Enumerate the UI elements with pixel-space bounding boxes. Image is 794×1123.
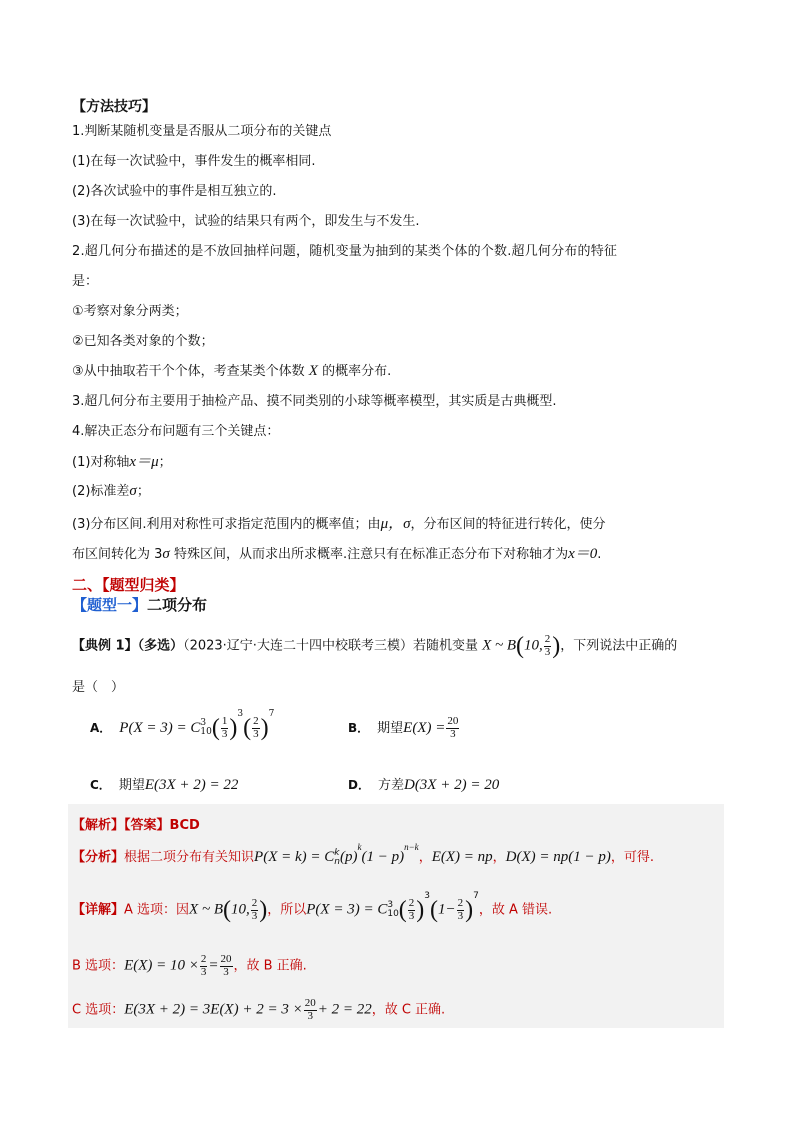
option-c-text: 期望 <box>118 778 145 793</box>
detail-a-fraction-2 <box>457 898 465 922</box>
method-point-1-2: (2)各次试验中的事件是相互独立的. <box>72 184 277 199</box>
separator: ， <box>492 850 506 865</box>
method-heading: 【方法技巧】 <box>72 99 156 115</box>
detail-a-exponent-2: 7 <box>473 891 479 902</box>
pmf-sub: n <box>334 856 340 867</box>
pmf-p-term: (p) <box>339 849 358 865</box>
left-paren: ( <box>223 897 231 924</box>
method-point-4-3-text-b: ，分布区间的特征进行转化，使分 <box>410 517 606 532</box>
pmf-formula: P(X = k) = C <box>254 849 335 865</box>
detail-a-expression: P(X = 3) = C <box>306 901 388 918</box>
fraction-denominator: 3 <box>251 909 258 922</box>
detail-b-text: B 选项： <box>72 958 125 974</box>
fraction-denominator: 3 <box>307 1009 313 1022</box>
fraction-numerator: 20 <box>220 953 232 965</box>
method-point-2-3-text-b: 的概率分布. <box>322 364 392 379</box>
answer-value: BCD <box>169 818 200 833</box>
equals-sign: = <box>208 957 219 974</box>
section-heading: 二、【题型归类】 <box>72 576 185 594</box>
answer-label: 【答案】 <box>124 818 170 833</box>
fraction-denominator: 3 <box>450 727 456 740</box>
pmf-sup: k <box>334 847 340 858</box>
pmf-exponent-n-k: n−k <box>404 841 419 852</box>
option-b-label: B． <box>348 721 370 736</box>
option-a-combination-indices <box>200 719 211 737</box>
fraction-denominator: 3 <box>221 727 228 740</box>
solution-answer-line <box>72 814 200 833</box>
pmf-q-term: (1 − p) <box>361 849 405 865</box>
example-question-after: ，下列说法中正确的 <box>560 638 678 654</box>
detail-a-sub: 10 <box>387 909 399 920</box>
option-b-fraction <box>446 716 459 740</box>
question-type-name: 二项分布 <box>147 596 208 614</box>
fraction-numerator: 2 <box>253 715 259 727</box>
method-point-4-1-text: (1)对称轴 <box>72 455 130 470</box>
fraction-denominator: 3 <box>544 645 551 658</box>
option-a-sup: 3 <box>200 718 207 729</box>
option-d <box>348 774 499 794</box>
option-d-text: 方差 <box>377 778 404 793</box>
detail-a-text: A 选项：因 <box>124 902 190 918</box>
pmf-exponent-k: k <box>357 841 362 852</box>
option-a-fraction-1 <box>221 716 229 740</box>
option-a-expression: P(X = 3) = C <box>119 720 201 737</box>
detail-a-fraction-1 <box>408 898 416 922</box>
detail-a-line <box>72 891 553 924</box>
method-point-2-3 <box>72 360 391 380</box>
method-point-4-3-text-d: 特殊区间，从而求出所求概率.注意只有在标准正态分布下对称轴才为 <box>169 547 569 562</box>
detail-c-fraction <box>304 998 317 1022</box>
paren-close: ) <box>416 897 425 924</box>
example-label: 【典例 1】 <box>72 638 138 654</box>
paren-open: ( <box>430 897 439 924</box>
fraction-numerator: 2 <box>408 897 415 909</box>
detail-a-combination-indices <box>387 901 398 919</box>
question-type-title <box>72 594 207 615</box>
option-c-expression: E(3X + 2) = 22 <box>144 777 239 793</box>
method-point-2-3-text-a: ③从中抽取若干个个体，考查某类个体数 <box>72 364 305 379</box>
detail-b-conclusion: ，故 B 正确. <box>233 958 307 974</box>
example-source: （2023·辽宁·大连二十四中校联考三模）若随机变量 <box>183 638 478 654</box>
fraction-numerator: 1 <box>221 715 228 727</box>
detail-c-expression: E(3X + 2) = 3E(X) + 2 = 3 × <box>124 1001 303 1018</box>
method-point-4-2-end: ； <box>136 484 150 499</box>
method-point-4-1 <box>72 450 172 471</box>
method-point-4-3 <box>72 512 606 533</box>
right-paren: ) <box>552 633 561 660</box>
fraction-denominator: 3 <box>223 965 229 978</box>
detail-c-line <box>72 998 445 1022</box>
binomial-n: 10, <box>524 637 543 654</box>
option-a-fraction-2 <box>252 716 260 740</box>
left-paren: ( <box>516 633 525 660</box>
option-d-expression: D(3X + 2) = 20 <box>403 777 500 793</box>
example-question-cont: 是（ ） <box>72 680 125 695</box>
detail-b-line <box>72 954 307 978</box>
analysis-end: ，可得. <box>610 850 655 865</box>
method-point-4-3-text-c: 布区间转化为 3 <box>72 547 163 562</box>
symmetry-axis-formula: x＝μ <box>129 454 159 470</box>
analysis-text: 根据二项分布有关知识 <box>124 850 255 865</box>
fraction-numerator: 20 <box>304 997 316 1009</box>
fraction-numerator: 2 <box>544 633 551 645</box>
fraction-denominator: 3 <box>408 909 415 922</box>
separator: ， <box>418 850 432 865</box>
detail-a-text-2: ，所以 <box>267 902 307 918</box>
detail-a-sup: 3 <box>387 900 394 911</box>
binomial-distribution: X ~ B <box>189 901 223 918</box>
method-point-2-1: ①考察对象分两类； <box>72 304 188 319</box>
sigma-symbol: σ <box>129 483 137 499</box>
method-point-4-3-cont <box>72 542 601 563</box>
example-tag: （多选） <box>137 638 184 654</box>
detail-a-conclusion: ，故 A 错误. <box>478 902 553 918</box>
paren-open: ( <box>211 715 220 742</box>
method-point-4-2 <box>72 480 150 500</box>
method-point-2-cont: 是： <box>72 274 99 289</box>
detail-a-exponent-1: 3 <box>424 891 431 902</box>
option-c <box>90 774 238 794</box>
detail-a-one-minus: 1− <box>438 901 456 918</box>
detail-c-expression-2: + 2 = 22 <box>317 1001 372 1018</box>
method-point-4-1-end: ； <box>158 455 172 470</box>
method-point-1: 1.判断某随机变量是否服从二项分布的关键点 <box>72 124 332 139</box>
detail-c-text: C 选项： <box>72 1002 125 1018</box>
question-type-label: 【题型一】 <box>72 596 148 614</box>
fraction-numerator: 2 <box>457 897 464 909</box>
detail-b-fraction-1 <box>200 954 208 978</box>
fraction-numerator: 2 <box>251 897 258 909</box>
option-d-label: D． <box>348 778 370 792</box>
method-point-4-3-text-a: (3)分布区间.利用对称性可求指定范围内的概率值；由 <box>72 517 381 532</box>
analysis-label: 【分析】 <box>72 850 125 865</box>
right-paren: ) <box>259 897 268 924</box>
method-point-3: 3.超几何分布主要用于抽检产品、摸不同类别的小球等概率模型，其实质是古典概型. <box>72 394 557 409</box>
option-a-label: A． <box>90 721 112 736</box>
detail-label: 【详解】 <box>72 902 125 918</box>
variable-x: X <box>308 363 318 379</box>
option-b <box>348 716 460 740</box>
fraction-denominator: 3 <box>253 727 259 740</box>
example-question <box>72 634 677 658</box>
paren-close: ) <box>465 897 474 924</box>
fraction-denominator: 3 <box>200 965 207 978</box>
detail-b-expression: E(X) = 10 × <box>124 957 199 974</box>
method-point-4-3-end: . <box>597 547 602 562</box>
fraction-numerator: 2 <box>200 953 207 965</box>
expectation-formula: E(X) = np <box>431 849 493 865</box>
option-a-sub: 10 <box>200 727 212 738</box>
analysis-line <box>72 841 655 867</box>
method-point-4-2-text: (2)标准差 <box>72 484 130 499</box>
option-a-exponent-2: 7 <box>268 709 275 720</box>
option-c-label: C． <box>90 778 111 792</box>
option-b-expression: E(X) = <box>403 720 446 737</box>
variance-formula: D(X) = np(1 − p) <box>505 849 611 865</box>
option-b-text: 期望 <box>377 721 404 737</box>
fraction-numerator: 20 <box>447 715 459 727</box>
paren-open: ( <box>398 897 407 924</box>
binomial-p-fraction <box>544 634 552 658</box>
method-point-4: 4.解决正态分布问题有三个关键点： <box>72 424 280 439</box>
method-point-1-3: (3)在每一次试验中，试验的结果只有两个，即发生与不发生. <box>72 214 420 229</box>
method-point-2: 2.超几何分布描述的是不放回抽样问题，随机变量为抽到的某类个体的个数.超几何分布的特征 <box>72 244 618 259</box>
option-a <box>90 709 275 742</box>
detail-b-fraction-2 <box>220 954 233 978</box>
paren-open: ( <box>243 715 252 742</box>
mu-sigma-symbols: μ，σ <box>380 516 411 532</box>
binomial-p-fraction <box>251 898 259 922</box>
solution-label: 【解析】 <box>72 818 125 833</box>
binomial-distribution: X ~ B <box>482 637 517 654</box>
option-a-exponent-1: 3 <box>237 709 244 720</box>
x-zero-formula: x＝0 <box>568 546 598 562</box>
binomial-n: 10, <box>231 901 250 918</box>
method-point-1-1: (1)在每一次试验中，事件发生的概率相同. <box>72 154 316 169</box>
fraction-denominator: 3 <box>457 909 464 922</box>
paren-close: ) <box>260 715 269 742</box>
detail-c-conclusion: ，故 C 正确. <box>371 1002 446 1018</box>
three-sigma-symbol: σ <box>162 546 170 562</box>
method-point-2-2: ②已知各类对象的个数； <box>72 334 214 349</box>
paren-close: ) <box>229 715 238 742</box>
